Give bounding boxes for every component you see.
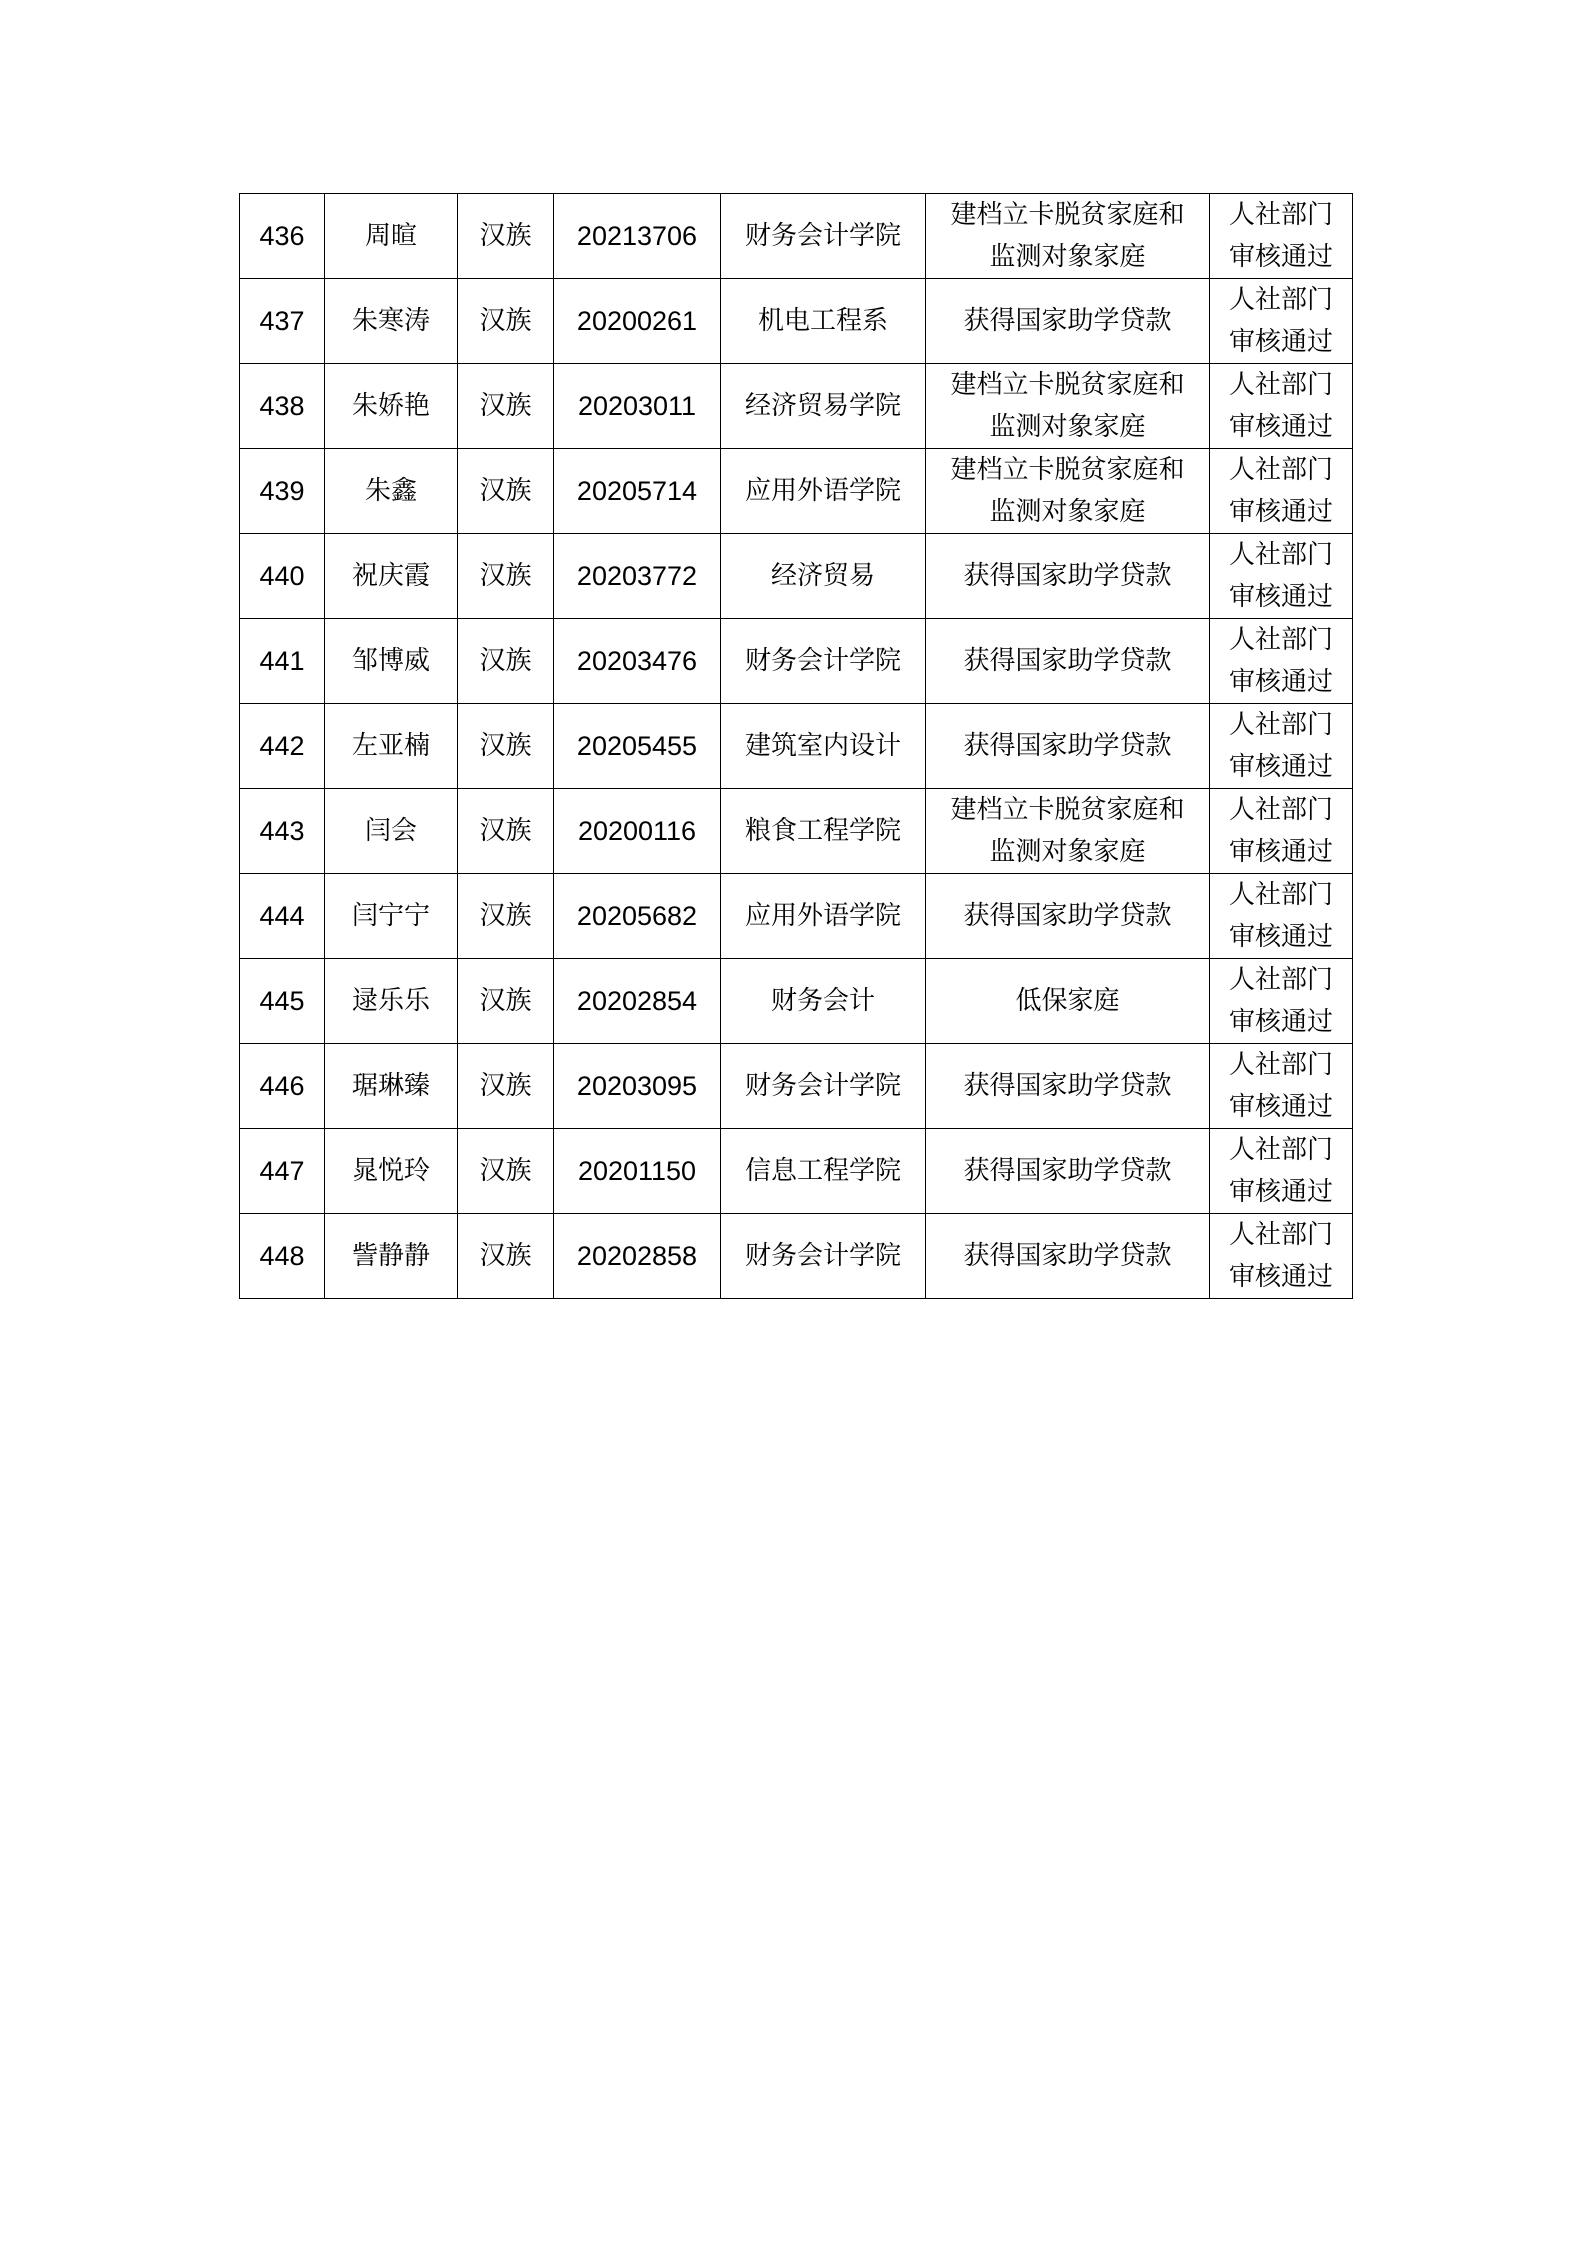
college-cell: 应用外语学院	[721, 449, 926, 534]
review-status-cell	[1210, 619, 1353, 704]
student-name-cell: 朱寒涛	[325, 279, 458, 364]
student-id-cell: 20201150	[554, 1129, 721, 1214]
review-status-line: 审核通过	[1228, 1092, 1333, 1122]
review-status-cell	[1210, 279, 1353, 364]
aid-category-cell	[926, 1129, 1210, 1214]
review-status-line: 人社部门	[1228, 1050, 1333, 1080]
row-number-cell: 445	[240, 959, 325, 1044]
aid-category-cell	[926, 534, 1210, 619]
review-status-cell	[1210, 1129, 1353, 1214]
ethnicity-cell: 汉族	[458, 364, 554, 449]
aid-category-line: 监测对象家庭	[989, 412, 1146, 442]
student-name-cell: 周暄	[325, 194, 458, 279]
review-status-line: 人社部门	[1228, 625, 1333, 655]
row-number-cell: 446	[240, 1044, 325, 1129]
review-status-line: 审核通过	[1228, 667, 1333, 697]
aid-category-line: 获得国家助学贷款	[963, 901, 1172, 931]
table-row	[240, 704, 1353, 789]
aid-category-cell	[926, 874, 1210, 959]
aid-category-cell	[926, 959, 1210, 1044]
aid-category-line: 监测对象家庭	[989, 242, 1146, 272]
review-status-line: 审核通过	[1228, 497, 1333, 527]
review-status-line: 审核通过	[1228, 1007, 1333, 1037]
aid-category-line: 建档立卡脱贫家庭和	[950, 370, 1185, 400]
ethnicity-cell: 汉族	[458, 1129, 554, 1214]
student-name-cell: 朱鑫	[325, 449, 458, 534]
college-cell: 应用外语学院	[721, 874, 926, 959]
student-id-cell: 20205682	[554, 874, 721, 959]
aid-category-cell	[926, 364, 1210, 449]
aid-category-line: 获得国家助学贷款	[963, 1071, 1172, 1101]
student-id-cell: 20203476	[554, 619, 721, 704]
student-id-cell: 20213706	[554, 194, 721, 279]
ethnicity-cell: 汉族	[458, 959, 554, 1044]
student-name-cell: 闫宁宁	[325, 874, 458, 959]
table-row	[240, 874, 1353, 959]
student-id-cell: 20205714	[554, 449, 721, 534]
review-status-line: 人社部门	[1228, 455, 1333, 485]
table-row	[240, 1129, 1353, 1214]
table-row	[240, 364, 1353, 449]
student-id-cell: 20203011	[554, 364, 721, 449]
row-number-cell: 437	[240, 279, 325, 364]
college-cell: 建筑室内设计	[721, 704, 926, 789]
row-number-cell: 444	[240, 874, 325, 959]
college-cell: 经济贸易学院	[721, 364, 926, 449]
student-id-cell: 20205455	[554, 704, 721, 789]
aid-category-line: 监测对象家庭	[989, 497, 1146, 527]
student-roster-table	[239, 193, 1353, 1299]
table-row	[240, 959, 1353, 1044]
ethnicity-cell: 汉族	[458, 789, 554, 874]
ethnicity-cell: 汉族	[458, 534, 554, 619]
college-cell: 信息工程学院	[721, 1129, 926, 1214]
ethnicity-cell: 汉族	[458, 194, 554, 279]
table-row	[240, 619, 1353, 704]
row-number-cell: 442	[240, 704, 325, 789]
ethnicity-cell: 汉族	[458, 619, 554, 704]
table-row	[240, 1214, 1353, 1299]
review-status-line: 人社部门	[1228, 1220, 1333, 1250]
review-status-line: 审核通过	[1228, 1262, 1333, 1292]
table-row	[240, 194, 1353, 279]
student-id-cell: 20202858	[554, 1214, 721, 1299]
review-status-cell	[1210, 364, 1353, 449]
row-number-cell: 438	[240, 364, 325, 449]
aid-category-line: 监测对象家庭	[989, 837, 1146, 867]
aid-category-line: 建档立卡脱贫家庭和	[950, 200, 1185, 230]
student-name-cell: 琚琳臻	[325, 1044, 458, 1129]
table-row	[240, 1044, 1353, 1129]
aid-category-line: 获得国家助学贷款	[963, 1241, 1172, 1271]
review-status-line: 审核通过	[1228, 752, 1333, 782]
student-name-cell: 左亚楠	[325, 704, 458, 789]
table-row	[240, 449, 1353, 534]
review-status-cell	[1210, 959, 1353, 1044]
college-cell: 机电工程系	[721, 279, 926, 364]
aid-category-cell	[926, 1044, 1210, 1129]
ethnicity-cell: 汉族	[458, 279, 554, 364]
review-status-cell	[1210, 534, 1353, 619]
review-status-cell	[1210, 704, 1353, 789]
review-status-line: 审核通过	[1228, 242, 1333, 272]
aid-category-line: 建档立卡脱贫家庭和	[950, 455, 1185, 485]
aid-category-cell	[926, 279, 1210, 364]
review-status-line: 审核通过	[1228, 922, 1333, 952]
review-status-line: 人社部门	[1228, 370, 1333, 400]
student-name-cell: 闫会	[325, 789, 458, 874]
aid-category-cell	[926, 704, 1210, 789]
college-cell: 财务会计学院	[721, 194, 926, 279]
college-cell: 财务会计学院	[721, 1214, 926, 1299]
aid-category-line: 建档立卡脱贫家庭和	[950, 795, 1185, 825]
student-id-cell: 20203095	[554, 1044, 721, 1129]
aid-category-cell	[926, 789, 1210, 874]
aid-category-line: 获得国家助学贷款	[963, 646, 1172, 676]
review-status-line: 人社部门	[1228, 880, 1333, 910]
review-status-line: 人社部门	[1228, 965, 1333, 995]
aid-category-line: 低保家庭	[1015, 986, 1120, 1016]
student-name-cell: 邹博威	[325, 619, 458, 704]
ethnicity-cell: 汉族	[458, 704, 554, 789]
review-status-line: 审核通过	[1228, 327, 1333, 357]
review-status-line: 审核通过	[1228, 837, 1333, 867]
review-status-line: 人社部门	[1228, 710, 1333, 740]
college-cell: 财务会计学院	[721, 1044, 926, 1129]
review-status-cell	[1210, 1214, 1353, 1299]
review-status-line: 人社部门	[1228, 795, 1333, 825]
college-cell: 财务会计学院	[721, 619, 926, 704]
student-name-cell: 朱娇艳	[325, 364, 458, 449]
student-name-cell: 祝庆霞	[325, 534, 458, 619]
table-row	[240, 534, 1353, 619]
aid-category-cell	[926, 619, 1210, 704]
review-status-line: 审核通过	[1228, 1177, 1333, 1207]
row-number-cell: 436	[240, 194, 325, 279]
student-id-cell: 20200261	[554, 279, 721, 364]
student-id-cell: 20202854	[554, 959, 721, 1044]
review-status-line: 审核通过	[1228, 412, 1333, 442]
table-row	[240, 279, 1353, 364]
aid-category-line: 获得国家助学贷款	[963, 306, 1172, 336]
college-cell: 粮食工程学院	[721, 789, 926, 874]
ethnicity-cell: 汉族	[458, 1044, 554, 1129]
ethnicity-cell: 汉族	[458, 874, 554, 959]
student-name-cell: 晁悦玲	[325, 1129, 458, 1214]
review-status-line: 人社部门	[1228, 540, 1333, 570]
review-status-cell	[1210, 194, 1353, 279]
student-name-cell: 逯乐乐	[325, 959, 458, 1044]
college-cell: 财务会计	[721, 959, 926, 1044]
review-status-cell	[1210, 449, 1353, 534]
review-status-cell	[1210, 1044, 1353, 1129]
row-number-cell: 441	[240, 619, 325, 704]
review-status-line: 审核通过	[1228, 582, 1333, 612]
aid-category-line: 获得国家助学贷款	[963, 1156, 1172, 1186]
aid-category-cell	[926, 449, 1210, 534]
review-status-line: 人社部门	[1228, 200, 1333, 230]
review-status-line: 人社部门	[1228, 285, 1333, 315]
row-number-cell: 439	[240, 449, 325, 534]
review-status-line: 人社部门	[1228, 1135, 1333, 1165]
student-id-cell: 20200116	[554, 789, 721, 874]
aid-category-line: 获得国家助学贷款	[963, 561, 1172, 591]
ethnicity-cell: 汉族	[458, 1214, 554, 1299]
student-name-cell: 訾静静	[325, 1214, 458, 1299]
ethnicity-cell: 汉族	[458, 449, 554, 534]
aid-category-cell	[926, 1214, 1210, 1299]
aid-category-line: 获得国家助学贷款	[963, 731, 1172, 761]
aid-category-cell	[926, 194, 1210, 279]
college-cell: 经济贸易	[721, 534, 926, 619]
row-number-cell: 448	[240, 1214, 325, 1299]
review-status-cell	[1210, 789, 1353, 874]
row-number-cell: 440	[240, 534, 325, 619]
row-number-cell: 443	[240, 789, 325, 874]
student-id-cell: 20203772	[554, 534, 721, 619]
row-number-cell: 447	[240, 1129, 325, 1214]
roster-body	[240, 194, 1353, 1299]
table-row	[240, 789, 1353, 874]
review-status-cell	[1210, 874, 1353, 959]
